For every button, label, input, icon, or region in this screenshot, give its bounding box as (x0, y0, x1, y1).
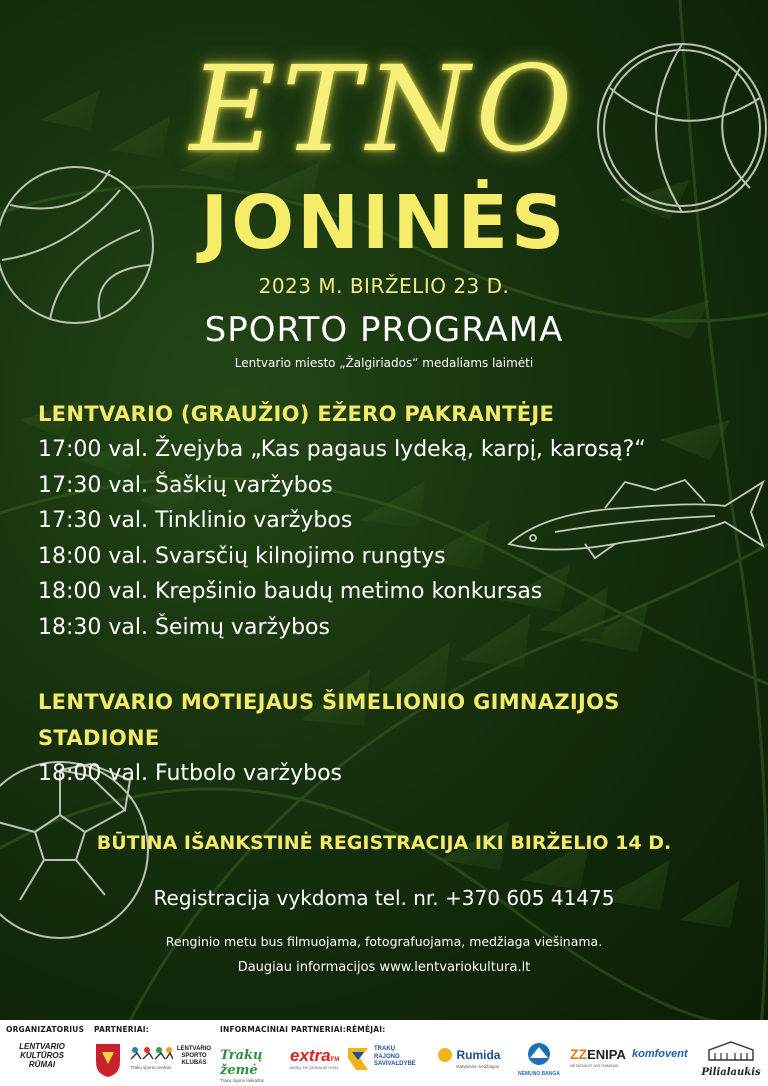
logo-text: MŪSŲ TIK GERIAUSI HITAI (290, 1066, 338, 1070)
logo-text: MEDIENA IR JOS GAMINIAI (570, 1064, 619, 1068)
event-item: 17:00 val. Žvejyba „Kas pagaus lydeką, karpį, karosą?“ (38, 437, 646, 462)
logo-text: statybinės medžiagos (456, 1064, 500, 1069)
manor-house-icon (707, 1040, 755, 1062)
logo-text: Trakų rajono laikraštis (220, 1078, 264, 1083)
event-item: 18:00 val. Futbolo varžybos (38, 761, 343, 786)
logo-text: LENTVARIO (176, 1046, 212, 1052)
runners-icon (129, 1046, 173, 1060)
label-sponsors: RĖMĖJAI: (346, 1025, 386, 1034)
info-media-notice: Renginio metu bus filmuojama, fotografuojama, medžiaga viešinama. (165, 934, 603, 949)
logo-text: NEMUNO BANGA (518, 1071, 560, 1077)
logo-text: KLUBAS (181, 1060, 207, 1066)
logo-text: KULTŪROS (20, 1051, 64, 1060)
program-title: SPORTO PROGRAMA (204, 310, 564, 350)
label-partners: PARTNERIAI: (94, 1025, 149, 1034)
event-list-lake (38, 432, 738, 645)
nemuno-banga-icon (524, 1042, 554, 1066)
coat-of-arms-icon (94, 1042, 122, 1078)
logo-traku-sporto-centras (128, 1046, 174, 1070)
registration-note: BŪTINA IŠANKSTINĖ REGISTRACIJA IKI BIRŽELIO 14 D. (96, 832, 672, 854)
logo-text: TRAKŲ (374, 1046, 395, 1052)
logo-nemuno-banga (510, 1042, 568, 1077)
event-date: 2023 M. BIRŽELIO 23 D. (258, 274, 510, 298)
logo-text: Rumida (456, 1047, 501, 1062)
logo-text: Trakų žemė (220, 1048, 263, 1078)
logo-text: extra (290, 1046, 331, 1065)
title-jonines: JONINĖS (200, 180, 568, 266)
logo-text: Trakų sporto centras (130, 1065, 172, 1070)
logo-mark: ZZ (570, 1046, 588, 1062)
logo-text: ENIPA (587, 1047, 626, 1062)
logo-rumida (438, 1046, 508, 1069)
event-item: 18:00 val. Krepšinio baudų metimo konkursas (38, 579, 543, 604)
label-info-partners: INFORMACINIAI PARTNERIAI: (220, 1025, 346, 1034)
event-item: 17:30 val. Tinklinio varžybos (38, 508, 353, 533)
section-heading-stadium-line1: LENTVARIO MOTIEJAUS ŠIMELIONIO GIMNAZIJOS (38, 690, 620, 714)
registration-phone: Registracija vykdoma tel. nr. +370 605 41475 (153, 886, 615, 910)
label-organizers: ORGANIZATORIUS (6, 1025, 85, 1034)
logo-pilialaukis (700, 1040, 762, 1078)
event-item: 18:00 val. Svarsčių kilnojimo rungtys (38, 543, 446, 569)
program-subtitle: Lentvario miesto „Žalgiriados“ medaliams laimėti (234, 356, 534, 370)
logo-enipa (570, 1046, 632, 1068)
logo-text: RŪMAI (28, 1060, 56, 1069)
sponsor-footer (0, 1020, 768, 1086)
logo-traku-zeme (220, 1048, 286, 1083)
logo-text: SPORTO (181, 1053, 207, 1059)
event-item: 17:30 val. Šaškių varžybos (38, 472, 333, 498)
event-item: 18:30 val. Šeimų varžybos (38, 614, 330, 640)
logo-lentvario-sporto-klubas (174, 1046, 214, 1067)
logo-text: Pilialaukis (701, 1067, 761, 1078)
logo-text: RAJONO (374, 1053, 400, 1060)
rumida-sun-icon (438, 1048, 452, 1062)
logo-text: FM (330, 1057, 340, 1063)
logo-traku-rajono-savivaldybe (374, 1046, 434, 1069)
municipality-arrow-icon (346, 1044, 372, 1074)
logo-text: SAVIVALDYBĖ (374, 1061, 416, 1067)
section-heading-stadium-line2: STADIONE (38, 726, 160, 750)
section-heading-lake: LENTVARIO (GRAUŽIO) EŽERO PAKRANTĖJE (38, 402, 555, 426)
section-heading-stadium (38, 684, 738, 756)
logo-lentvario-kulturos-rumai (12, 1042, 72, 1069)
logo-text: LENTVARIO (19, 1042, 65, 1051)
logo-komfovent: komfovent (632, 1048, 688, 1060)
title-etno: ETNO (189, 40, 579, 178)
logo-extra-fm (290, 1046, 342, 1070)
info-website: Daugiau informacijos www.lentvariokultura.lt (237, 960, 531, 975)
event-list-stadium (38, 756, 738, 792)
